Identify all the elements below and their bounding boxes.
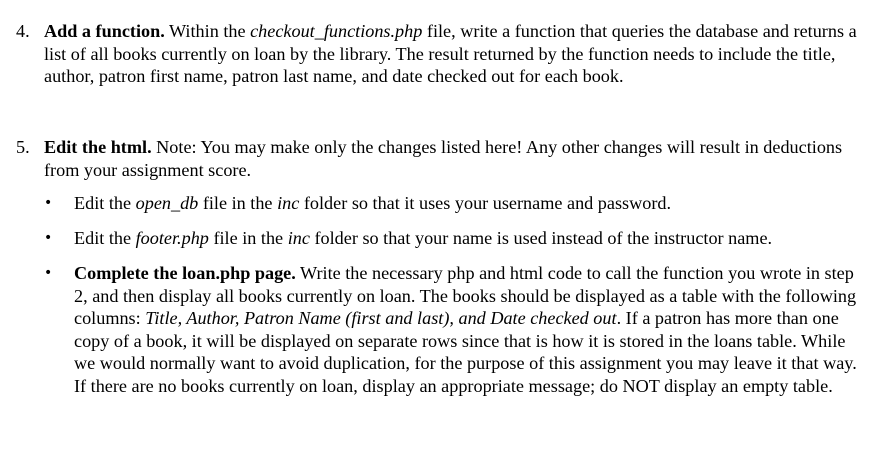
step-text: Within the [164,21,251,41]
filename-open-db: open_db [135,193,199,213]
step-number: 5. [16,137,30,157]
bullet-text-part: Edit the [74,228,136,248]
bullet-text [74,227,864,250]
bullet-text-part: Write the necessary php and html code to call the function you wrote in step 2, and then display all books currently on loan. The books should be displayed as a table with the following columns: [74,263,857,329]
bullet-heading: Complete the loan.php page. [74,263,296,283]
folder-name-inc: inc [287,228,310,248]
bullet-text [74,262,864,398]
folder-name-inc: inc [277,193,300,213]
filename-footer-php: footer.php [135,228,209,248]
filename-checkout-functions: checkout_functions.php [250,21,423,41]
bullet-text [74,192,864,215]
table-columns-list: Title, Author, Patron Name (first and last), and Date checked out [145,308,617,329]
step-body [44,20,862,88]
bullet-icon: • [44,230,53,246]
bullet-text-part: folder so that it uses your username and password. [299,193,672,213]
bullet-text-part: Edit the [74,193,136,213]
bullet-icon: • [44,265,53,281]
step-note: Note: You may make only the changes listed here! Any other changes will result in deductions from your assignment score. [44,137,843,180]
bullet-icon: • [44,195,53,211]
step-number: 4. [16,21,30,41]
step-heading: Add a function. [44,21,165,41]
bullet-text-part: folder so that your name is used instead of the instructor name. [309,228,773,248]
step-heading: Edit the html. [44,137,152,157]
bullet-text-part: . If a patron has more than one copy of a book, it will be displayed on separate rows since that is how it is stored in the loans table. While we would normally want to avoid duplication, for the purpose of this assignment you may leave it that way. If there are no books currently on loan, display an appropriate message; do NOT display an empty table. [74,308,857,396]
step-text: file, write a function that queries the database and returns a list of all books currently on loan by the library. The result returned by the function needs to include the title, author, patron first name, patron last name, and date checked out for each book. [44,21,857,87]
bullet-text-part: file in the [198,193,278,213]
bullet-text-part: file in the [208,228,288,248]
step-intro [44,136,862,181]
step-body [44,136,862,181]
